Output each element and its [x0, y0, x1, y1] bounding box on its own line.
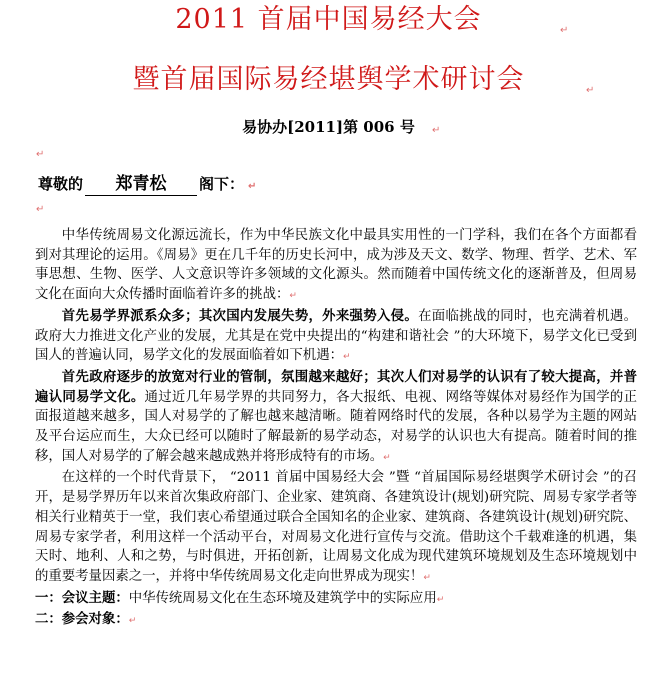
salutation-prefix: 尊敬的 — [38, 175, 84, 193]
paragraph-mark: ↵ — [560, 25, 569, 36]
letter-body — [35, 226, 637, 632]
paragraph-challenges: 首先易学界派系众多；其次国内发展失势，外来强势入侵。在面临挑战的同时，也充满着机遇。政府大力推进文化产业的发展，尤其是在党中央提出的“构建和谐社会 ”的大环境下，易学文化已受到国人的普遍认同，易学文化的发展面临着如下机遇：↵ — [35, 307, 638, 364]
recipient-name: 郑青松 — [85, 173, 197, 196]
title-line-1: 2011 首届中国易经大会 — [175, 4, 482, 35]
paragraph-mark: ↵ — [36, 149, 45, 160]
item-participants: 二：参会对象：↵ — [35, 611, 137, 628]
title-line-2: 暨首届国际易经堪舆学术研讨会 — [132, 64, 525, 95]
paragraph-mark: ↵ — [248, 181, 257, 192]
salutation — [38, 172, 256, 196]
paragraph-intro: 中华传统周易文化源远流长，作为中华民族文化中最具实用性的一门学科，我们在各个方面都看到对其理论的运用。《周易》更在几千年的历史长河中，成为涉及天文、数学、物理、哲学、艺术、军事思想、生物、医学、人文意识等许多领域的文化源头。然而随着中国传统文化的逐渐普及，但周易文化在面向大众传播时面临着许多的挑战：↵ — [35, 228, 637, 303]
paragraph-opportunities: 首先政府逐步的放宽对行业的管制，氛围越来越好；其次人们对易学的认识有了较大提高，并普遍认同易学文化。通过近几年易学界的共同努力，各大报纸、电视、网络等媒体对易经作为国学的正面报道越来越多，国人对易学的了解也越来越清晰。随着网络时代的发展，各种以易学为主题的网站及平台运应而生，大众已经可以随时了解最新的易学动态，对易学的认识也大有提高。随着时间的推移，国人对易学的了解会越来越成熟并将形成特有的市场。↵ — [35, 368, 638, 464]
item-meeting-theme: 一：会议主题：中华传统周易文化在生态环境及建筑学中的实际应用↵ — [35, 589, 445, 606]
paragraph-mark: ↵ — [36, 204, 45, 215]
paragraph-mark: ↵ — [586, 85, 595, 96]
paragraph-mark: ↵ — [432, 125, 441, 136]
paragraph-background: 在这样的一个时代背景下， “2011 首届中国易经大会 ”暨 “首届国际易经堪舆学术研讨会 ”的召开，是易学界历年以来首次集政府部门、企业家、建筑商、各建筑设计(规划)研究院、周易专家学者等相关行业精英于一堂，我们衷心希望通过联合全国知名的企业家、建筑商、各建筑设计(规划)研究院、周易专家学者，利用这样一个活动平台，对周易文化进行宣传与交流。借助这个千载难逢的机遇，集天时、地利、人和之势，与时俱进，开拓创新，让周易文化成为现代建筑环境规划及生态环境规划中的重要考量因素之一，并将中华传统周易文化走向世界成为现实！↵ — [35, 470, 637, 584]
document-number: 易协办[2011]第 006 号 — [242, 118, 415, 136]
salutation-suffix: 阁下： — [199, 175, 245, 193]
